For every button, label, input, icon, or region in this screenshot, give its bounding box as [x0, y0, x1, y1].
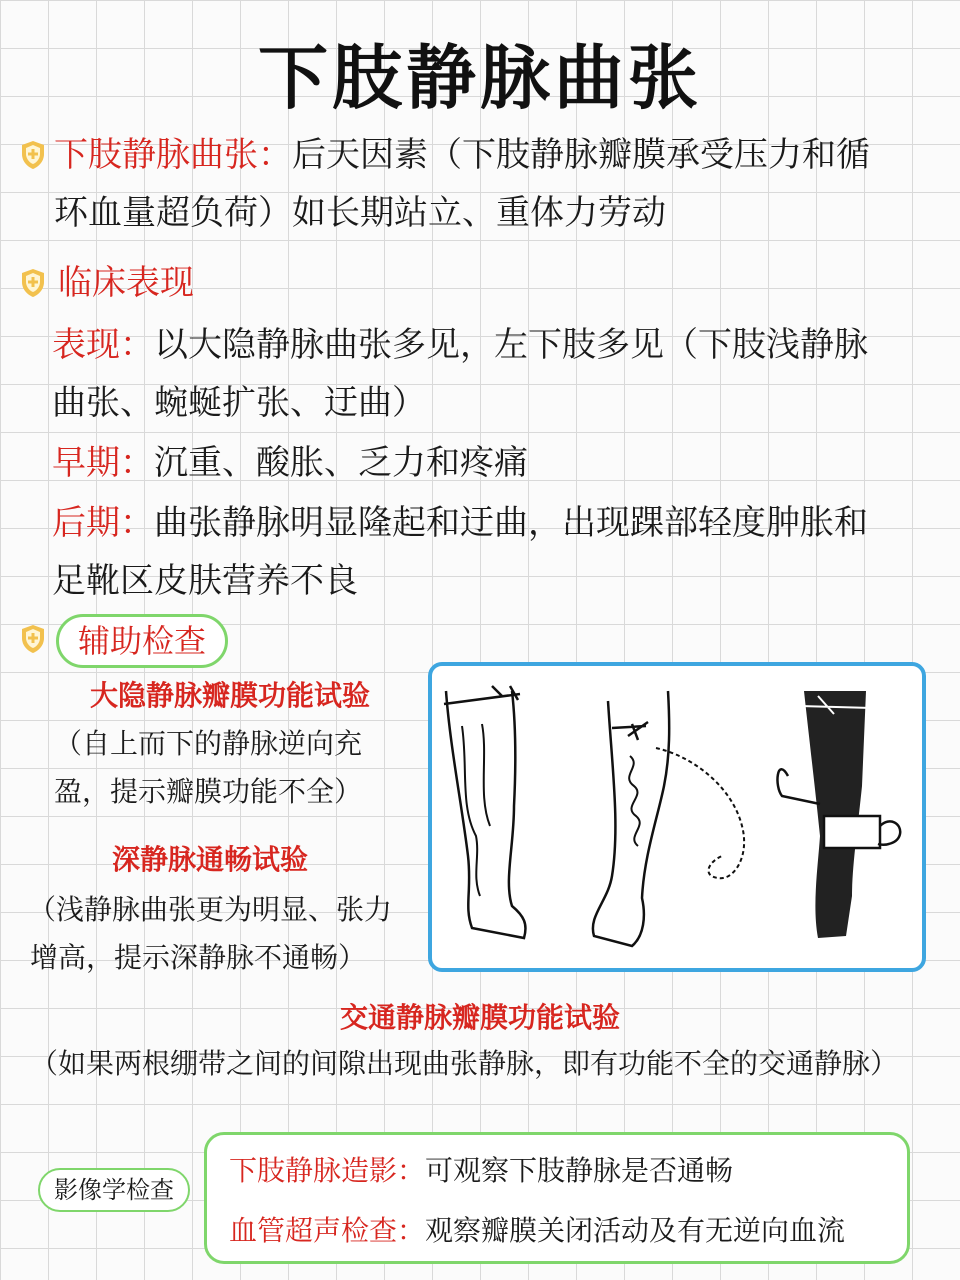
biaoxian-text1: 以大隐静脉曲张多见，左下肢多见（下肢浅静脉 — [154, 325, 868, 365]
houqi-text1: 曲张静脉明显隆起和迂曲，出现踝部轻度肿胀和 — [154, 503, 868, 543]
shield-icon — [20, 268, 46, 298]
imaging-row1-label: 下肢静脉造影： — [229, 1154, 426, 1187]
leg-illustration — [432, 666, 922, 968]
test2-line2: 增高，提示深静脉不通畅） — [30, 941, 367, 974]
sec2-heading: 临床表现 — [58, 263, 194, 303]
zaoqi-label: 早期： — [52, 443, 154, 483]
leg-drawing-1 — [444, 686, 526, 938]
test2-title: 深静脉通畅试验 — [111, 843, 308, 876]
test3-line: （如果两根绷带之间的间隙出现曲张静脉，即有功能不全的交通静脉） — [30, 1047, 899, 1080]
houqi-label: 后期： — [52, 503, 154, 543]
imaging-box — [204, 1132, 910, 1264]
imaging-row2-text: 观察瓣膜关闭活动及有无逆向血流 — [425, 1214, 846, 1247]
imaging-row-1 — [229, 1149, 733, 1193]
houqi-line1 — [52, 494, 868, 552]
sec1-line2: 环血量超负荷）如长期站立、重体力劳动 — [54, 193, 666, 233]
biaoxian-line2: 曲张、蜿蜒扩张、迂曲） — [52, 383, 426, 423]
imaging-row1-text: 可观察下肢静脉是否通畅 — [425, 1154, 734, 1187]
imaging-row2-label: 血管超声检查： — [229, 1214, 426, 1247]
test2-line1: （浅静脉曲张更为明显、张力 — [28, 893, 393, 926]
sec1-text1: 后天因素（下肢静脉瓣膜承受压力和循 — [292, 135, 870, 175]
zaoqi-line — [52, 434, 528, 492]
shield-icon — [20, 624, 46, 654]
test1-line1: （自上而下的静脉逆向充 — [54, 727, 363, 760]
sec1-line1 — [54, 126, 870, 184]
test3-title: 交通静脉瓣膜功能试验 — [339, 1001, 620, 1034]
page-title: 下肢静脉曲张 — [258, 37, 702, 119]
test1-line2: 盈，提示瓣膜功能不全） — [54, 775, 363, 808]
imaging-pill: 影像学检查 — [38, 1168, 190, 1212]
aux-exam-pill: 辅助检查 — [56, 614, 228, 668]
houqi-line2: 足靴区皮肤营养不良 — [52, 561, 358, 601]
imaging-row-2 — [229, 1209, 845, 1253]
leg-drawing-3 — [777, 691, 900, 938]
shield-icon — [20, 140, 46, 170]
biaoxian-line1 — [52, 316, 868, 374]
test1-title: 大隐静脉瓣膜功能试验 — [89, 679, 370, 712]
leg-drawing-2 — [593, 691, 744, 946]
zaoqi-text: 沉重、酸胀、乏力和疼痛 — [154, 443, 528, 483]
leg-illustration-frame — [428, 662, 926, 972]
sec1-label: 下肢静脉曲张： — [54, 135, 292, 175]
biaoxian-label: 表现： — [52, 325, 154, 365]
